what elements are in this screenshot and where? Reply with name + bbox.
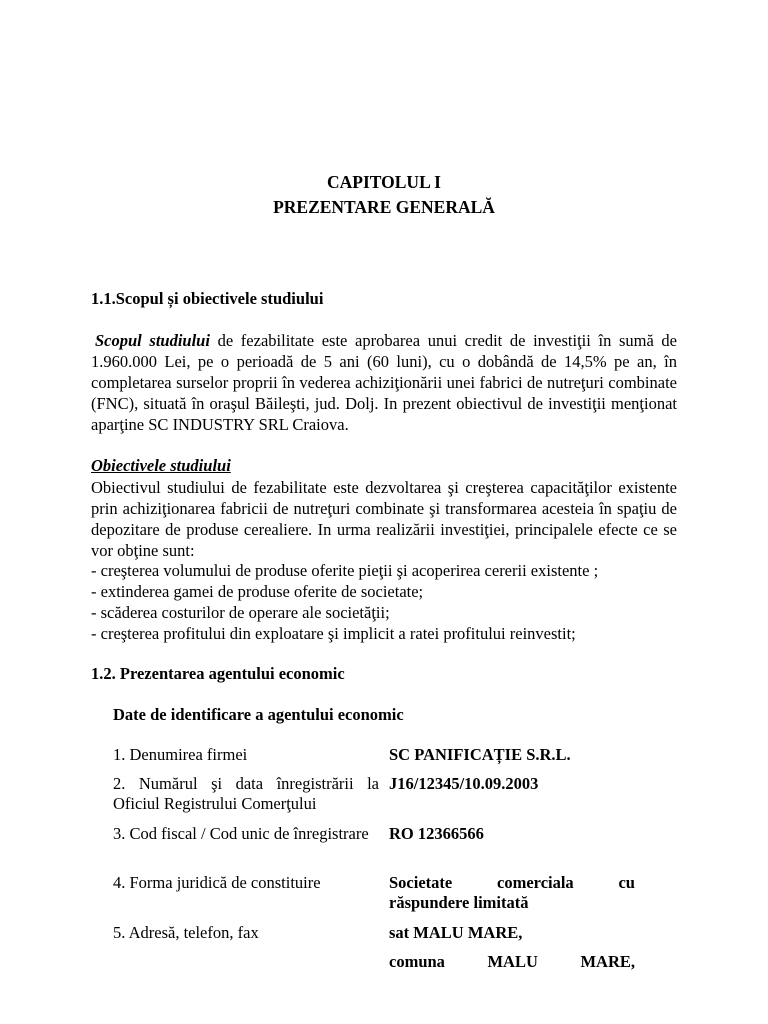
- section-heading-1-2: 1.2. Prezentarea agentului economic: [91, 664, 345, 683]
- table-row-value: comuna MALU MARE,: [389, 952, 635, 971]
- chapter-title: PREZENTARE GENERALĂ: [273, 197, 495, 217]
- chapter-number: CAPITOLUL I: [327, 172, 441, 192]
- effect-item: - creşterea volumului de produse oferite pieţii şi acoperirea cererii existente ;: [91, 561, 599, 580]
- table-row-value: RO 12366566: [389, 824, 484, 843]
- table-row-label: 3. Cod fiscal / Cod unic de înregistrare: [113, 824, 369, 843]
- scope-paragraph: [91, 330, 677, 435]
- table-row-value: sat MALU MARE,: [389, 923, 523, 942]
- table-row-label: 4. Forma juridică de constituire: [113, 873, 321, 892]
- section-heading-1-1: 1.1.Scopul și obiectivele studiului: [91, 289, 324, 308]
- table-row-value: J16/12345/10.09.2003: [389, 774, 539, 793]
- table-row-label: 2. Numărul şi data înregistrării la Oficiul Registrului Comerţului: [113, 774, 379, 813]
- scope-term: Scopul studiului: [95, 331, 210, 350]
- table-row-value: SC PANIFICAȚIE S.R.L.: [389, 745, 571, 764]
- objectives-paragraph: Obiectivul studiului de fezabilitate este dezvoltarea şi creşterea capacităţilor existente prin achiziţionarea fabricii de nutreţuri combinate şi transformarea acesteia în spaţiu de depozitare de produse cerealiere. In urma realizării investiţiei, principalele efecte ce se vor obţine sunt:: [91, 478, 677, 560]
- objectives-heading: Obiectivele studiului: [91, 456, 231, 475]
- identification-subheading: Date de identificare a agentului economic: [113, 705, 404, 724]
- effect-item: - extinderea gamei de produse oferite de societate;: [91, 582, 424, 601]
- table-row-label: 5. Adresă, telefon, fax: [113, 923, 259, 942]
- table-row-label: 1. Denumirea firmei: [113, 745, 248, 764]
- table-row-value: Societate comerciala cu răspundere limitată: [389, 873, 635, 912]
- effect-item: - creşterea profitului din exploatare şi implicit a ratei profitului reinvestit;: [91, 624, 576, 643]
- scope-text: de fezabilitate este aprobarea unui credit de investiţii în sumă de 1.960.000 Lei, pe o perioadă de 5 ani (60 luni), cu o dobândă de 14,5% pe an, în completarea surselor proprii în vederea achiziţionării unei fabrici de nutreţuri combinate (FNC), situată în oraşul Băileşti, jud. Dolj. In prezent obiectivul de investiţii menţionat aparţine SC INDUSTRY SRL Craiova.: [91, 331, 677, 434]
- effect-item: - scăderea costurilor de operare ale societăţii;: [91, 603, 390, 622]
